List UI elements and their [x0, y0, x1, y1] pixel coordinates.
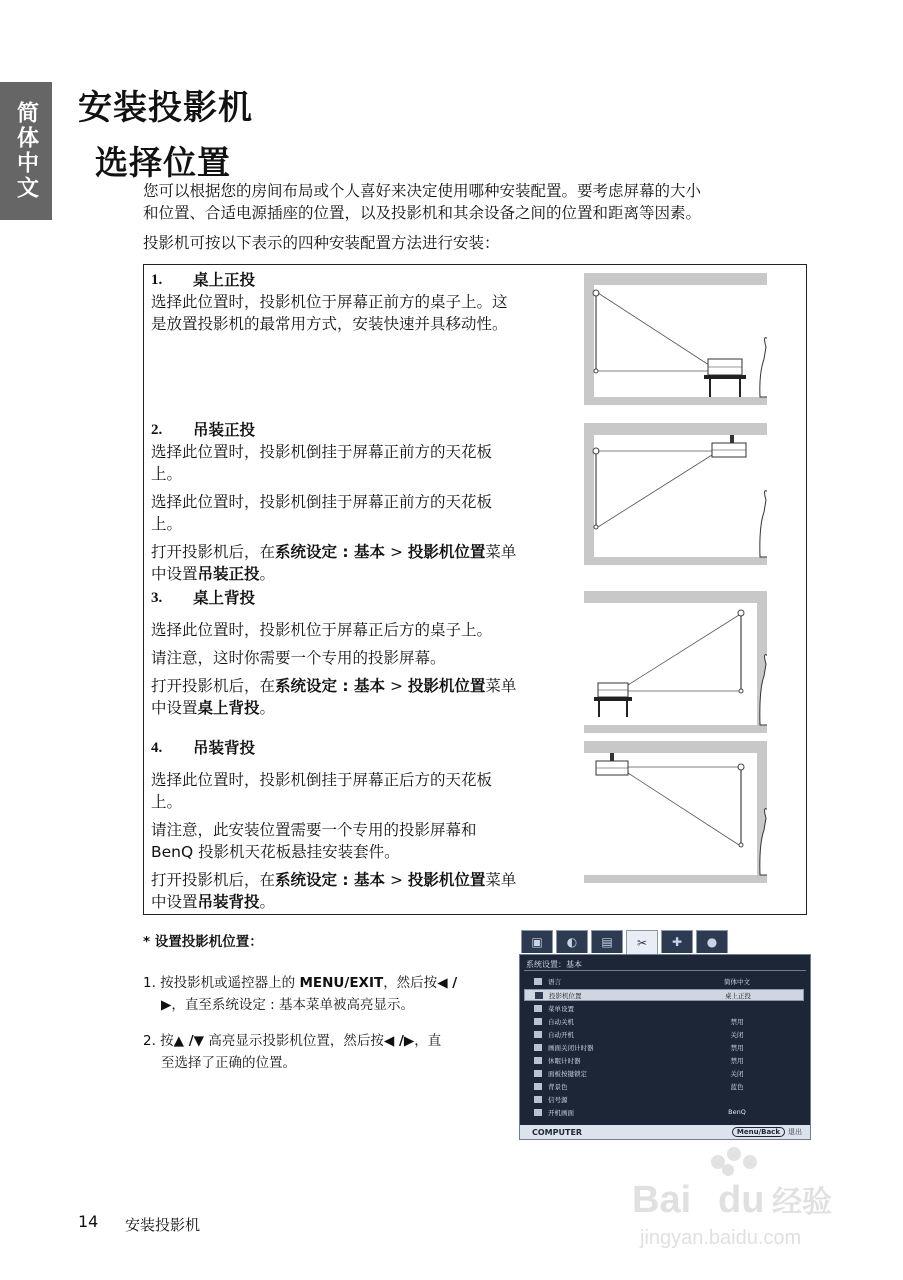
osd-panel [519, 954, 811, 1140]
floor-rear-diagram [584, 591, 767, 733]
language-tab: 简体中文 [0, 82, 52, 220]
svg-text:Bai: Bai [632, 1179, 692, 1221]
option-number: 1. [151, 272, 163, 288]
install-options-box [143, 264, 807, 915]
option-desc: 请注意，这时你需要一个专用的投影屏幕。 [151, 649, 446, 667]
option-desc: BenQ 投影机天花板悬挂安装套件。 [151, 843, 400, 861]
option-instruction: 打开投影机后，在系统设定 : 基本 > 投影机位置菜单 [151, 543, 517, 561]
osd-row: 自动开机 关闭 [524, 1028, 804, 1040]
osd-row-icon [534, 1096, 542, 1103]
svg-text:经验: 经验 [772, 1185, 832, 1220]
option-title: 吊装正投 [193, 421, 256, 439]
option-desc: 上。 [151, 793, 183, 811]
setup-step-1: 1. 按投影机或遥控器上的 MENU/EXIT，然后按◀ / ▶，直至系统设定 : 基本菜单被高亮显示。 [143, 975, 458, 1013]
osd-row-selected: 投影机位置 桌上正投 [524, 989, 804, 1001]
setup-step-2: 2. 按▲ /▼ 高亮显示投影机位置，然后按◀ /▶，直 至选择了正确的位置。 [143, 1033, 442, 1071]
osd-row: 画面关闭计时器 禁用 [524, 1041, 804, 1053]
osd-row: 自动关机 禁用 [524, 1015, 804, 1027]
osd-title: 系统设置：基本 [526, 960, 582, 969]
osd-row-icon [534, 1031, 542, 1038]
option-desc: 选择此位置时，投影机倒挂于屏幕正后方的天花板 [151, 771, 493, 789]
option-floor-rear [151, 587, 571, 719]
option-desc: 选择此位置时，投影机位于屏幕正后方的桌子上。 [151, 621, 493, 639]
option-ceiling-front [151, 419, 571, 585]
osd-row: 菜单设置 [524, 1002, 804, 1014]
intro-line: 投影机可按以下表示的四种安装配置方法进行安装： [143, 234, 500, 252]
osd-row-icon [534, 1005, 542, 1012]
svg-text:jingyan.baidu.com: jingyan.baidu.com [640, 1227, 802, 1249]
option-desc: 上。 [151, 515, 183, 533]
osd-source: COMPUTER [532, 1127, 583, 1137]
osd-tab-system-basic-icon: ✂ [626, 930, 658, 955]
ceiling-rear-diagram [584, 741, 767, 883]
ceiling-front-diagram [584, 423, 767, 565]
footer-chapter: 安装投影机 [125, 1216, 201, 1234]
osd-row: 信号源 [524, 1093, 804, 1105]
osd-menu-back-button: Menu/Back [732, 1127, 785, 1137]
option-ceiling-rear [151, 737, 571, 913]
option-instruction: 中设置桌上背投。 [151, 699, 276, 717]
option-instruction: 中设置吊装正投。 [151, 565, 276, 583]
osd-row-icon [535, 992, 543, 999]
osd-tab-information-icon: ● [696, 930, 728, 953]
osd-tabs [521, 930, 728, 954]
option-title: 桌上背投 [193, 589, 256, 607]
osd-footer [520, 1125, 810, 1139]
baidu-watermark-logo [618, 1140, 858, 1270]
osd-exit-label: 退出 [788, 1128, 802, 1136]
osd-row-icon [534, 1070, 542, 1077]
option-number: 4. [151, 740, 163, 756]
chapter-title: 安装投影机 [78, 88, 253, 128]
osd-row: 背景色 蓝色 [524, 1080, 804, 1092]
osd-row-icon [534, 1018, 542, 1025]
osd-row-icon [534, 1083, 542, 1090]
option-title: 吊装背投 [193, 739, 256, 757]
osd-tab-display-icon: ▤ [591, 930, 623, 953]
option-desc: 选择此位置时，投影机倒挂于屏幕正前方的天花板 [151, 493, 493, 511]
section-title: 选择位置 [95, 143, 231, 182]
osd-tab-system-advanced-icon: ✚ [661, 930, 693, 953]
osd-row-icon [534, 978, 542, 985]
osd-row-icon [534, 1044, 542, 1051]
svg-text:du: du [718, 1179, 765, 1221]
option-desc: 选择此位置时，投影机倒挂于屏幕正前方的天花板 [151, 443, 493, 461]
osd-tab-advanced-picture-icon: ◐ [556, 930, 588, 953]
option-instruction: 中设置吊装背投。 [151, 893, 276, 911]
option-number: 3. [151, 590, 163, 606]
option-title: 桌上正投 [193, 271, 256, 289]
osd-row: 语言 简体中文 [524, 975, 804, 987]
osd-row: 面板按键锁定 关闭 [524, 1067, 804, 1079]
osd-tab-picture-icon: ▣ [521, 930, 553, 953]
option-desc: 选择此位置时，投影机位于屏幕正前方的桌子上。这 [151, 293, 508, 311]
option-desc: 是放置投影机的最常用方式，安装快速并具移动性。 [151, 315, 508, 333]
option-instruction: 打开投影机后，在系统设定 : 基本 > 投影机位置菜单 [151, 871, 517, 889]
setup-note-title: * 设置投影机位置： [143, 934, 263, 950]
osd-menu-screenshot [519, 930, 811, 1140]
option-floor-front [151, 269, 571, 335]
floor-front-diagram [584, 273, 767, 405]
intro-line: 和位置、合适电源插座的位置，以及投影机和其余设备之间的位置和距离等因素。 [143, 204, 702, 222]
option-instruction: 打开投影机后，在系统设定 : 基本 > 投影机位置菜单 [151, 677, 517, 695]
option-desc: 请注意，此安装位置需要一个专用的投影屏幕和 [151, 821, 477, 839]
osd-row-icon [534, 1109, 542, 1116]
osd-row: 休眠计时器 禁用 [524, 1054, 804, 1066]
page-number: 14 [78, 1212, 99, 1231]
intro-text [143, 180, 813, 254]
option-number: 2. [151, 422, 163, 438]
osd-row-icon [534, 1057, 542, 1064]
osd-row: 开机画面 BenQ [524, 1106, 804, 1118]
intro-line: 您可以根据您的房间布局或个人喜好来决定使用哪种安装配置。要考虑屏幕的大小 [143, 182, 702, 200]
option-desc: 上。 [151, 465, 183, 483]
